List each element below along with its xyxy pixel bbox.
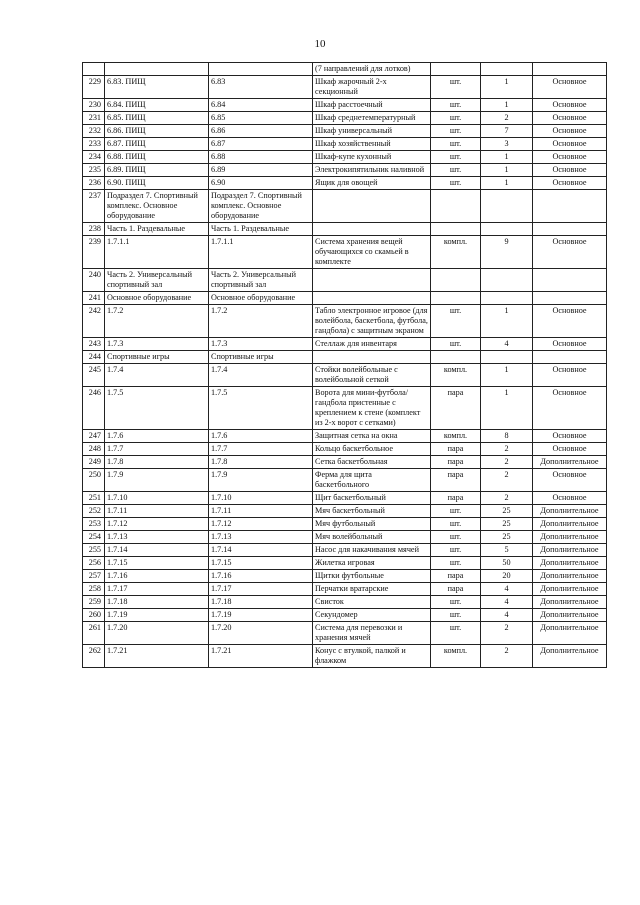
item-name-cell: Ящик для овощей xyxy=(313,177,431,190)
unit-cell: пара xyxy=(431,583,481,596)
table-row xyxy=(83,622,607,645)
equipment-type-cell xyxy=(533,292,607,305)
quantity-cell: 9 xyxy=(481,236,533,269)
code-cell: 1.7.18 xyxy=(105,596,209,609)
code-cell: 1.7.21 xyxy=(105,645,209,668)
unit-cell: пара xyxy=(431,492,481,505)
item-name-cell: Жилетка игровая xyxy=(313,557,431,570)
item-name-cell: Насос для накачивания мячей xyxy=(313,544,431,557)
unit-cell: шт. xyxy=(431,518,481,531)
reference-code-cell: 1.7.20 xyxy=(209,622,313,645)
item-name-cell: Кольцо баскетбольное xyxy=(313,443,431,456)
reference-code-cell: 1.7.2 xyxy=(209,305,313,338)
reference-code-cell: 1.7.14 xyxy=(209,544,313,557)
row-number-cell: 251 xyxy=(83,492,105,505)
row-number-cell: 246 xyxy=(83,387,105,430)
table-row xyxy=(83,112,607,125)
reference-code-cell: 1.7.18 xyxy=(209,596,313,609)
row-number-cell: 256 xyxy=(83,557,105,570)
reference-code-cell: 1.7.16 xyxy=(209,570,313,583)
equipment-type-cell: Дополнительное xyxy=(533,609,607,622)
equipment-type-cell: Дополнительное xyxy=(533,518,607,531)
row-number-cell: 238 xyxy=(83,223,105,236)
equipment-type-cell: Основное xyxy=(533,338,607,351)
equipment-type-cell xyxy=(533,190,607,223)
row-number-cell: 245 xyxy=(83,364,105,387)
row-number-cell: 229 xyxy=(83,76,105,99)
table-row xyxy=(83,190,607,223)
reference-code-cell: 1.7.8 xyxy=(209,456,313,469)
code-cell: 1.7.5 xyxy=(105,387,209,430)
code-cell: 1.7.3 xyxy=(105,338,209,351)
code-cell: 1.7.9 xyxy=(105,469,209,492)
row-number-cell: 237 xyxy=(83,190,105,223)
reference-code-cell: Подраздел 7. Спортивный комплекс. Основное оборудование xyxy=(209,190,313,223)
unit-cell: шт. xyxy=(431,99,481,112)
table-row xyxy=(83,557,607,570)
equipment-type-cell: Дополнительное xyxy=(533,505,607,518)
row-number-cell: 250 xyxy=(83,469,105,492)
quantity-cell: 25 xyxy=(481,531,533,544)
table-row xyxy=(83,138,607,151)
unit-cell: шт. xyxy=(431,596,481,609)
row-number-cell: 231 xyxy=(83,112,105,125)
reference-code-cell: 1.7.12 xyxy=(209,518,313,531)
unit-cell: компл. xyxy=(431,364,481,387)
reference-code-cell: Основное оборудование xyxy=(209,292,313,305)
equipment-table xyxy=(82,62,607,668)
code-cell: 6.84. ПИЩ xyxy=(105,99,209,112)
code-cell: 1.7.12 xyxy=(105,518,209,531)
row-number-cell: 252 xyxy=(83,505,105,518)
row-number-cell: 230 xyxy=(83,99,105,112)
row-number-cell: 239 xyxy=(83,236,105,269)
item-name-cell: Защитная сетка на окна xyxy=(313,430,431,443)
equipment-type-cell: Основное xyxy=(533,138,607,151)
equipment-type-cell: Дополнительное xyxy=(533,531,607,544)
unit-cell: шт. xyxy=(431,112,481,125)
code-cell: 1.7.6 xyxy=(105,430,209,443)
table-row xyxy=(83,269,607,292)
code-cell: 1.7.19 xyxy=(105,609,209,622)
unit-cell: шт. xyxy=(431,305,481,338)
equipment-type-cell: Основное xyxy=(533,177,607,190)
quantity-cell: 4 xyxy=(481,596,533,609)
quantity-cell: 25 xyxy=(481,518,533,531)
unit-cell xyxy=(431,190,481,223)
equipment-type-cell xyxy=(533,63,607,76)
quantity-cell: 2 xyxy=(481,645,533,668)
row-number-cell: 234 xyxy=(83,151,105,164)
reference-code-cell: 6.90 xyxy=(209,177,313,190)
table-row xyxy=(83,351,607,364)
table-row xyxy=(83,177,607,190)
table-row xyxy=(83,151,607,164)
quantity-cell: 3 xyxy=(481,138,533,151)
code-cell: 6.86. ПИЩ xyxy=(105,125,209,138)
table-row xyxy=(83,505,607,518)
equipment-type-cell: Основное xyxy=(533,112,607,125)
code-cell: 6.90. ПИЩ xyxy=(105,177,209,190)
reference-code-cell xyxy=(209,63,313,76)
table-row xyxy=(83,236,607,269)
item-name-cell: Свисток xyxy=(313,596,431,609)
row-number-cell xyxy=(83,63,105,76)
quantity-cell: 7 xyxy=(481,125,533,138)
code-cell: 1.7.14 xyxy=(105,544,209,557)
table-row xyxy=(83,164,607,177)
code-cell: 1.7.16 xyxy=(105,570,209,583)
equipment-type-cell xyxy=(533,351,607,364)
item-name-cell: Мяч футбольный xyxy=(313,518,431,531)
item-name-cell: Система для перевозки и хранения мячей xyxy=(313,622,431,645)
code-cell: Основное оборудование xyxy=(105,292,209,305)
row-number-cell: 233 xyxy=(83,138,105,151)
equipment-type-cell: Основное xyxy=(533,236,607,269)
row-number-cell: 259 xyxy=(83,596,105,609)
quantity-cell xyxy=(481,292,533,305)
equipment-type-cell xyxy=(533,223,607,236)
table-body xyxy=(83,63,607,668)
table-row xyxy=(83,338,607,351)
reference-code-cell: 6.87 xyxy=(209,138,313,151)
row-number-cell: 240 xyxy=(83,269,105,292)
quantity-cell: 1 xyxy=(481,364,533,387)
reference-code-cell: 1.7.5 xyxy=(209,387,313,430)
quantity-cell: 2 xyxy=(481,443,533,456)
code-cell: 1.7.15 xyxy=(105,557,209,570)
equipment-type-cell: Основное xyxy=(533,430,607,443)
table-row xyxy=(83,596,607,609)
equipment-type-cell: Дополнительное xyxy=(533,583,607,596)
equipment-type-cell: Основное xyxy=(533,492,607,505)
unit-cell: шт. xyxy=(431,622,481,645)
equipment-type-cell: Дополнительное xyxy=(533,596,607,609)
item-name-cell xyxy=(313,269,431,292)
unit-cell: пара xyxy=(431,443,481,456)
unit-cell: шт. xyxy=(431,505,481,518)
quantity-cell: 1 xyxy=(481,76,533,99)
code-cell: 1.7.7 xyxy=(105,443,209,456)
item-name-cell: Шкаф расстоечный xyxy=(313,99,431,112)
code-cell: Часть 2. Универсальный спортивный зал xyxy=(105,269,209,292)
row-number-cell: 235 xyxy=(83,164,105,177)
item-name-cell: Секундомер xyxy=(313,609,431,622)
row-number-cell: 260 xyxy=(83,609,105,622)
reference-code-cell: 1.7.19 xyxy=(209,609,313,622)
row-number-cell: 262 xyxy=(83,645,105,668)
item-name-cell: Щит баскетбольный xyxy=(313,492,431,505)
table-row xyxy=(83,387,607,430)
reference-code-cell: Часть 2. Универсальный спортивный зал xyxy=(209,269,313,292)
item-name-cell: Конус с втулкой, палкой и флажком xyxy=(313,645,431,668)
reference-code-cell: 1.7.7 xyxy=(209,443,313,456)
unit-cell: компл. xyxy=(431,430,481,443)
code-cell: 6.89. ПИЩ xyxy=(105,164,209,177)
table-row xyxy=(83,469,607,492)
code-cell: 6.83. ПИЩ xyxy=(105,76,209,99)
code-cell: Подраздел 7. Спортивный комплекс. Основное оборудование xyxy=(105,190,209,223)
item-name-cell: Стеллаж для инвентаря xyxy=(313,338,431,351)
unit-cell: шт. xyxy=(431,164,481,177)
reference-code-cell: 1.7.9 xyxy=(209,469,313,492)
item-name-cell: Шкаф жарочный 2-х секционный xyxy=(313,76,431,99)
quantity-cell: 2 xyxy=(481,492,533,505)
quantity-cell xyxy=(481,63,533,76)
unit-cell: шт. xyxy=(431,609,481,622)
quantity-cell: 1 xyxy=(481,151,533,164)
reference-code-cell: 6.86 xyxy=(209,125,313,138)
equipment-type-cell: Основное xyxy=(533,305,607,338)
unit-cell: пара xyxy=(431,570,481,583)
reference-code-cell: 1.7.21 xyxy=(209,645,313,668)
item-name-cell: Шкаф среднетемпературный xyxy=(313,112,431,125)
equipment-type-cell: Основное xyxy=(533,443,607,456)
row-number-cell: 242 xyxy=(83,305,105,338)
row-number-cell: 258 xyxy=(83,583,105,596)
table-row xyxy=(83,492,607,505)
reference-code-cell: Часть 1. Раздевальные xyxy=(209,223,313,236)
item-name-cell: Шкаф универсальный xyxy=(313,125,431,138)
item-name-cell xyxy=(313,351,431,364)
equipment-type-cell: Дополнительное xyxy=(533,456,607,469)
unit-cell: шт. xyxy=(431,338,481,351)
item-name-cell: Табло электронное игровое (для волейбола, баскетбола, футбола, гандбола) с защитным экраном xyxy=(313,305,431,338)
page-number: 10 xyxy=(314,38,326,50)
code-cell: 1.7.4 xyxy=(105,364,209,387)
equipment-type-cell: Основное xyxy=(533,151,607,164)
reference-code-cell: 1.7.3 xyxy=(209,338,313,351)
unit-cell xyxy=(431,223,481,236)
row-number-cell: 236 xyxy=(83,177,105,190)
reference-code-cell: 1.7.11 xyxy=(209,505,313,518)
item-name-cell: Щитки футбольные xyxy=(313,570,431,583)
quantity-cell: 25 xyxy=(481,505,533,518)
quantity-cell xyxy=(481,190,533,223)
reference-code-cell: 1.7.15 xyxy=(209,557,313,570)
equipment-type-cell: Основное xyxy=(533,76,607,99)
code-cell: 1.7.2 xyxy=(105,305,209,338)
reference-code-cell: 1.7.13 xyxy=(209,531,313,544)
unit-cell: пара xyxy=(431,387,481,430)
equipment-type-cell: Дополнительное xyxy=(533,622,607,645)
equipment-type-cell: Основное xyxy=(533,469,607,492)
quantity-cell: 5 xyxy=(481,544,533,557)
table-row xyxy=(83,364,607,387)
table-row xyxy=(83,531,607,544)
quantity-cell: 2 xyxy=(481,456,533,469)
quantity-cell: 2 xyxy=(481,469,533,492)
reference-code-cell: 1.7.6 xyxy=(209,430,313,443)
quantity-cell: 1 xyxy=(481,164,533,177)
equipment-type-cell: Основное xyxy=(533,99,607,112)
reference-code-cell: 1.7.1.1 xyxy=(209,236,313,269)
quantity-cell: 2 xyxy=(481,112,533,125)
item-name-cell: Система хранения вещей обучающихся со скамьей в комплекте xyxy=(313,236,431,269)
unit-cell: шт. xyxy=(431,125,481,138)
code-cell: 1.7.20 xyxy=(105,622,209,645)
table-row xyxy=(83,570,607,583)
table-row xyxy=(83,583,607,596)
unit-cell xyxy=(431,351,481,364)
quantity-cell xyxy=(481,351,533,364)
equipment-type-cell: Дополнительное xyxy=(533,557,607,570)
row-number-cell: 241 xyxy=(83,292,105,305)
item-name-cell: Стойки волейбольные с волейбольной сеткой xyxy=(313,364,431,387)
table-row xyxy=(83,544,607,557)
quantity-cell: 4 xyxy=(481,338,533,351)
table-row xyxy=(83,223,607,236)
item-name-cell: (7 направлений для лотков) xyxy=(313,63,431,76)
item-name-cell: Электрокипятильник наливной xyxy=(313,164,431,177)
table-row xyxy=(83,609,607,622)
row-number-cell: 248 xyxy=(83,443,105,456)
equipment-type-cell: Основное xyxy=(533,387,607,430)
row-number-cell: 253 xyxy=(83,518,105,531)
code-cell: 1.7.10 xyxy=(105,492,209,505)
unit-cell xyxy=(431,292,481,305)
table-row xyxy=(83,125,607,138)
table-row xyxy=(83,292,607,305)
quantity-cell: 1 xyxy=(481,177,533,190)
equipment-type-cell: Основное xyxy=(533,164,607,177)
equipment-type-cell: Основное xyxy=(533,364,607,387)
table-row xyxy=(83,63,607,76)
code-cell: 1.7.17 xyxy=(105,583,209,596)
reference-code-cell: 6.83 xyxy=(209,76,313,99)
item-name-cell: Перчатки вратарские xyxy=(313,583,431,596)
quantity-cell: 1 xyxy=(481,305,533,338)
reference-code-cell: 6.85 xyxy=(209,112,313,125)
unit-cell: компл. xyxy=(431,236,481,269)
row-number-cell: 244 xyxy=(83,351,105,364)
table-row xyxy=(83,99,607,112)
reference-code-cell: 1.7.10 xyxy=(209,492,313,505)
row-number-cell: 257 xyxy=(83,570,105,583)
reference-code-cell: 6.89 xyxy=(209,164,313,177)
item-name-cell: Мяч волейбольный xyxy=(313,531,431,544)
row-number-cell: 249 xyxy=(83,456,105,469)
unit-cell: пара xyxy=(431,456,481,469)
item-name-cell: Шкаф-купе кухонный xyxy=(313,151,431,164)
unit-cell: шт. xyxy=(431,151,481,164)
table-row xyxy=(83,305,607,338)
code-cell: Часть 1. Раздевальные xyxy=(105,223,209,236)
quantity-cell xyxy=(481,223,533,236)
reference-code-cell: 1.7.17 xyxy=(209,583,313,596)
quantity-cell xyxy=(481,269,533,292)
item-name-cell: Мяч баскетбольный xyxy=(313,505,431,518)
code-cell: 1.7.8 xyxy=(105,456,209,469)
quantity-cell: 50 xyxy=(481,557,533,570)
equipment-type-cell: Дополнительное xyxy=(533,570,607,583)
code-cell: Спортивные игры xyxy=(105,351,209,364)
code-cell: 1.7.13 xyxy=(105,531,209,544)
unit-cell: шт. xyxy=(431,557,481,570)
code-cell xyxy=(105,63,209,76)
reference-code-cell: 1.7.4 xyxy=(209,364,313,387)
reference-code-cell: Спортивные игры xyxy=(209,351,313,364)
quantity-cell: 2 xyxy=(481,622,533,645)
row-number-cell: 255 xyxy=(83,544,105,557)
unit-cell: шт. xyxy=(431,76,481,99)
unit-cell: шт. xyxy=(431,544,481,557)
equipment-type-cell: Дополнительное xyxy=(533,645,607,668)
table-row xyxy=(83,430,607,443)
unit-cell: шт. xyxy=(431,177,481,190)
table-row xyxy=(83,645,607,668)
code-cell: 1.7.1.1 xyxy=(105,236,209,269)
unit-cell xyxy=(431,269,481,292)
quantity-cell: 1 xyxy=(481,387,533,430)
table-row xyxy=(83,76,607,99)
quantity-cell: 4 xyxy=(481,609,533,622)
unit-cell xyxy=(431,63,481,76)
item-name-cell: Ферма для щита баскетбольного xyxy=(313,469,431,492)
item-name-cell: Ворота для мини-футбола/гандбола пристенные с креплением к стене (комплект из 2-х ворот с сетками) xyxy=(313,387,431,430)
table-row xyxy=(83,518,607,531)
unit-cell: пара xyxy=(431,469,481,492)
unit-cell: шт. xyxy=(431,138,481,151)
quantity-cell: 20 xyxy=(481,570,533,583)
equipment-type-cell: Основное xyxy=(533,125,607,138)
row-number-cell: 243 xyxy=(83,338,105,351)
equipment-type-cell: Дополнительное xyxy=(533,544,607,557)
table-row xyxy=(83,443,607,456)
row-number-cell: 247 xyxy=(83,430,105,443)
item-name-cell xyxy=(313,190,431,223)
code-cell: 1.7.11 xyxy=(105,505,209,518)
reference-code-cell: 6.84 xyxy=(209,99,313,112)
quantity-cell: 8 xyxy=(481,430,533,443)
code-cell: 6.88. ПИЩ xyxy=(105,151,209,164)
quantity-cell: 1 xyxy=(481,99,533,112)
row-number-cell: 254 xyxy=(83,531,105,544)
row-number-cell: 261 xyxy=(83,622,105,645)
code-cell: 6.85. ПИЩ xyxy=(105,112,209,125)
item-name-cell: Шкаф хозяйственный xyxy=(313,138,431,151)
table-row xyxy=(83,456,607,469)
unit-cell: компл. xyxy=(431,645,481,668)
row-number-cell: 232 xyxy=(83,125,105,138)
item-name-cell xyxy=(313,292,431,305)
item-name-cell xyxy=(313,223,431,236)
unit-cell: шт. xyxy=(431,531,481,544)
quantity-cell: 4 xyxy=(481,583,533,596)
code-cell: 6.87. ПИЩ xyxy=(105,138,209,151)
reference-code-cell: 6.88 xyxy=(209,151,313,164)
equipment-type-cell xyxy=(533,269,607,292)
item-name-cell: Сетка баскетбольная xyxy=(313,456,431,469)
